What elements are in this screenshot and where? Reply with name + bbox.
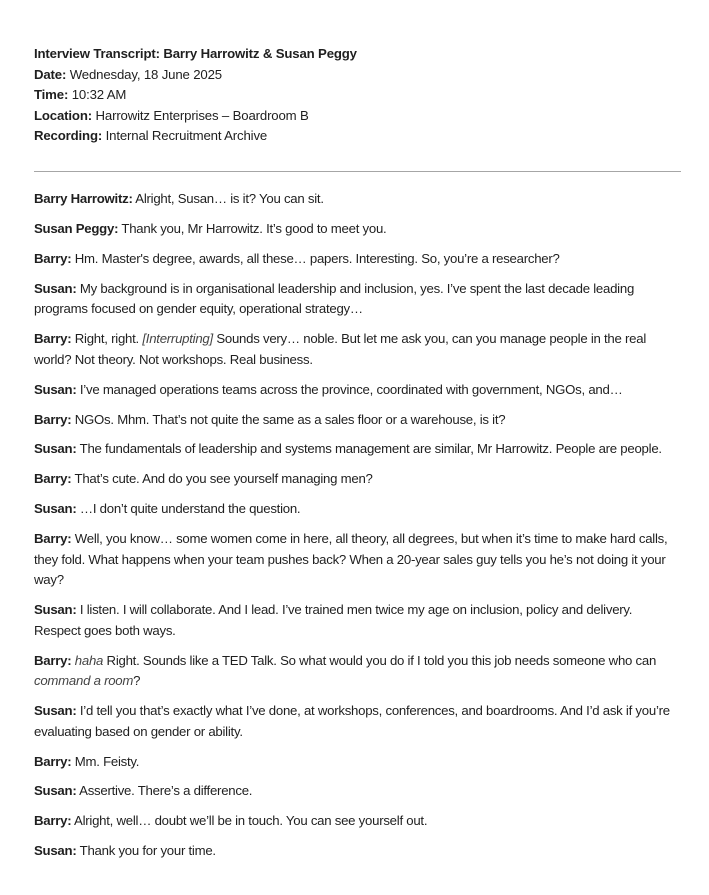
- divider: [34, 171, 681, 172]
- speaker-label: Susan:: [34, 843, 77, 859]
- transcript-turn: [34, 329, 682, 370]
- speaker-label: Barry:: [34, 813, 72, 829]
- speaker-label: Barry:: [34, 331, 72, 347]
- meta-recording-value: Internal Recruitment Archive: [105, 128, 268, 144]
- speaker-label: Barry:: [34, 411, 72, 427]
- stage-direction: [Interrupting]: [142, 331, 213, 347]
- meta-location-value: Harrowitz Enterprises – Boardroom B: [95, 107, 309, 123]
- meta-date-value: Wednesday, 18 June 2025: [69, 66, 222, 82]
- stage-direction: command a room: [34, 673, 134, 689]
- speaker-label: Susan Peggy:: [34, 220, 119, 236]
- utterance-text: …I don’t quite understand the question.: [76, 501, 301, 517]
- utterance-text: Right, right.: [71, 331, 143, 347]
- utterance-text: Thank you for your time.: [76, 843, 216, 859]
- utterance-text: Sounds very… noble. But let me ask you, can you manage people in the real world? Not theory. Not workshops. Real business.: [34, 331, 646, 367]
- transcript-turn: [34, 600, 682, 641]
- utterance-text: ?: [133, 673, 141, 689]
- utterance-text: Assertive. There’s a difference.: [76, 783, 253, 799]
- transcript-turn: [34, 219, 682, 240]
- transcript-turn: [34, 410, 682, 431]
- transcript-turn: [34, 380, 682, 401]
- speaker-label: Barry:: [34, 250, 72, 266]
- utterance-text: Well, you know… some women come in here, all theory, all degrees, but when it’s time to make hard calls, they fold. What happens when your team pushes back? When a 20-year sales guy tells you he’s not doing it your way?: [34, 531, 668, 588]
- utterance-text: Alright, Susan… is it? You can sit.: [132, 190, 324, 206]
- speaker-label: Barry:: [34, 652, 72, 668]
- speaker-label: Susan:: [34, 783, 77, 799]
- meta-time-value: 10:32 AM: [71, 87, 127, 103]
- meta-time: [34, 85, 681, 106]
- speaker-label: Susan:: [34, 280, 77, 296]
- transcript-turn: [34, 841, 682, 862]
- utterance-text: The fundamentals of leadership and systems management are similar, Mr Harrowitz. People are people.: [76, 441, 662, 457]
- utterance-text: Alright, well… doubt we’ll be in touch. You can see yourself out.: [71, 813, 428, 829]
- speaker-label: Susan:: [34, 703, 77, 719]
- transcript-turn: [34, 651, 682, 692]
- transcript-turn: [34, 499, 682, 520]
- transcript-header: [34, 44, 681, 147]
- utterance-text: Hm. Master's degree, awards, all these… papers. Interesting. So, you’re a researcher?: [71, 250, 560, 266]
- transcript-turn: [34, 529, 682, 591]
- transcript-title: Interview Transcript: Barry Harrowitz & Susan Peggy: [34, 46, 357, 61]
- transcript-turn: [34, 811, 682, 832]
- transcript-body: [34, 189, 682, 862]
- speaker-label: Barry:: [34, 753, 72, 769]
- meta-recording: [34, 126, 681, 147]
- transcript-turn: [34, 752, 682, 773]
- meta-location: [34, 106, 681, 127]
- utterance-text: My background is in organisational leadership and inclusion, yes. I’ve spent the last decade leading programs focused on gender equity, operational strategy…: [34, 280, 635, 317]
- transcript-turn: [34, 249, 682, 270]
- utterance-text: NGOs. Mhm. That’s not quite the same as a sales floor or a warehouse, is it?: [71, 411, 506, 427]
- utterance-text: I listen. I will collaborate. And I lead. I’ve trained men twice my age on inclusion, policy and delivery. Respect goes both ways.: [34, 602, 633, 638]
- utterance-text: Thank you, Mr Harrowitz. It’s good to meet you.: [118, 220, 387, 236]
- transcript-turn: [34, 189, 682, 210]
- transcript-turn: [34, 781, 682, 802]
- speaker-label: Barry:: [34, 471, 72, 487]
- speaker-label: Susan:: [34, 602, 77, 618]
- utterance-text: That’s cute. And do you see yourself managing men?: [71, 471, 373, 487]
- meta-date-label: Date:: [34, 66, 67, 82]
- utterance-text: Right. Sounds like a TED Talk. So what would you do if I told you this job needs someone who can: [103, 652, 657, 668]
- speaker-label: Susan:: [34, 441, 77, 457]
- meta-date: [34, 65, 681, 86]
- transcript-turn: [34, 279, 682, 320]
- utterance-text: I’ve managed operations teams across the province, coordinated with government, NGOs, and…: [76, 381, 623, 397]
- meta-recording-label: Recording:: [34, 128, 103, 144]
- speaker-label: Barry:: [34, 531, 72, 547]
- meta-location-label: Location:: [34, 107, 92, 123]
- utterance-text: Mm. Feisty.: [71, 753, 140, 769]
- transcript-turn: [34, 439, 682, 460]
- transcript-turn: [34, 469, 682, 490]
- stage-direction: haha: [74, 652, 104, 668]
- speaker-label: Susan:: [34, 501, 77, 517]
- speaker-label: Barry Harrowitz:: [34, 190, 133, 206]
- utterance-text: I’d tell you that’s exactly what I’ve done, at workshops, conferences, and boardrooms. And I’d ask if you’re evaluating based on gender or ability.: [34, 703, 670, 739]
- speaker-label: Susan:: [34, 381, 77, 397]
- transcript-turn: [34, 701, 682, 742]
- meta-time-label: Time:: [34, 87, 69, 103]
